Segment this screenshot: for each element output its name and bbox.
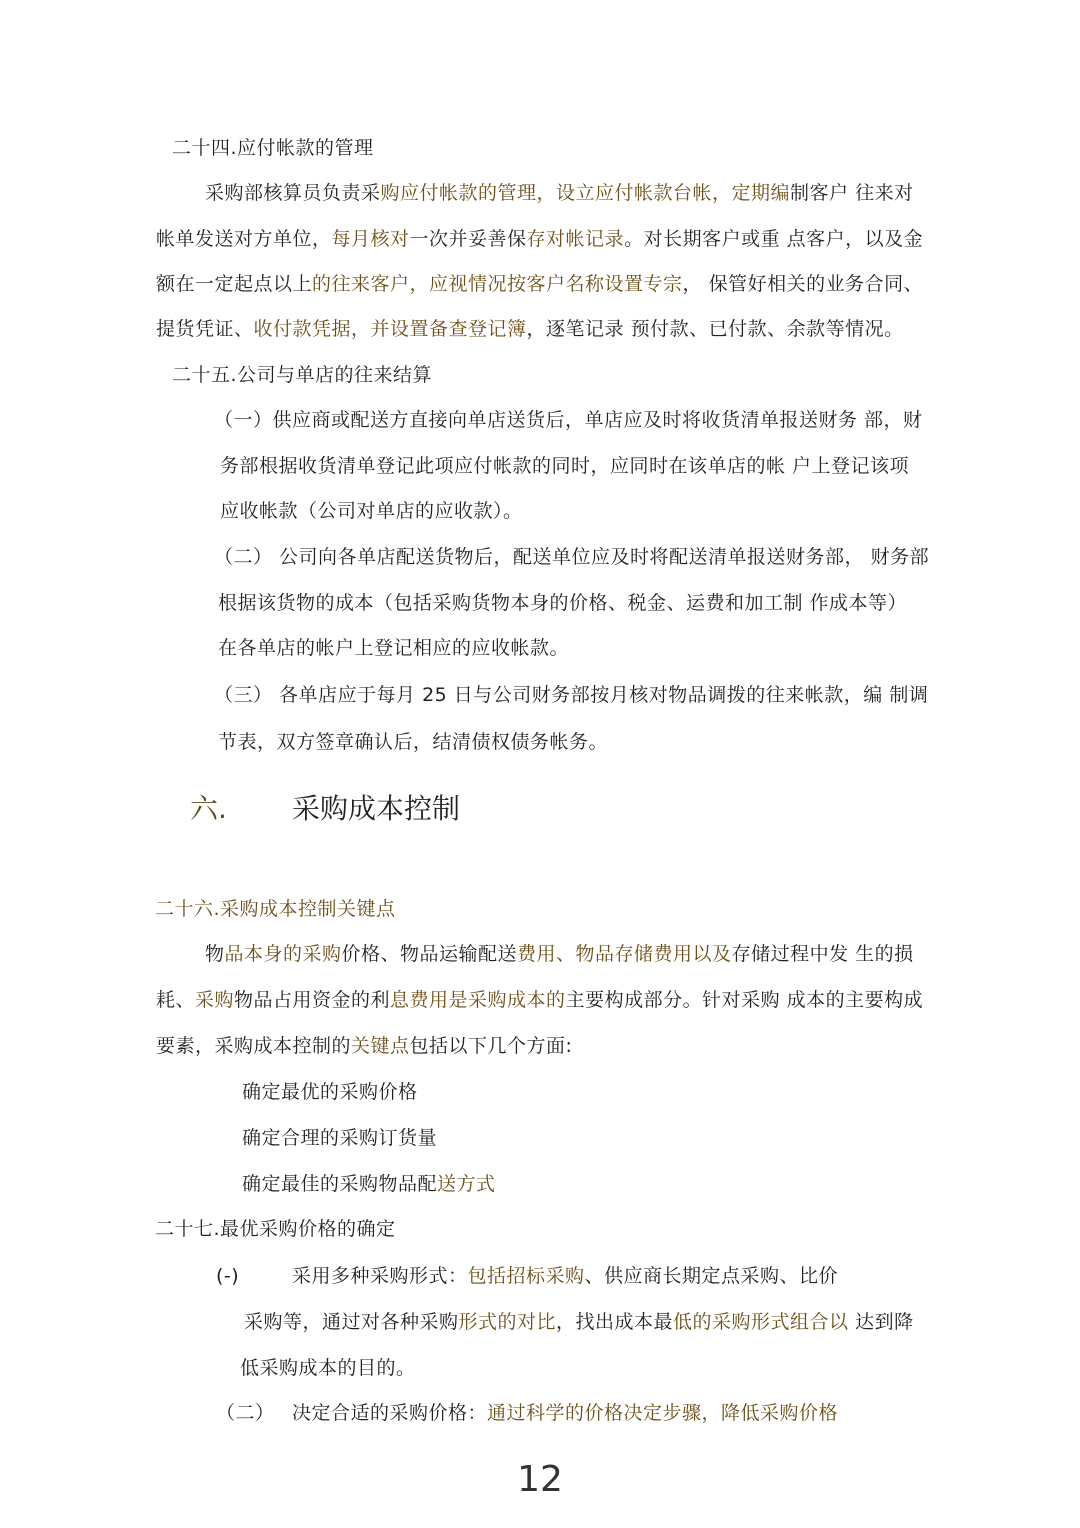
- list-item-line: 节表，双方签章确认后，结清债权债务帐务。: [218, 731, 609, 753]
- text-run-highlight: 存对帐记录: [526, 228, 625, 250]
- text-run: 提货凭证、: [156, 318, 254, 340]
- text-run: 确定最佳的采购物品配: [242, 1173, 438, 1195]
- paragraph-line: [156, 1032, 572, 1060]
- list-item-line: （三） 各单店应于每月 25 日与公司财务部按月核对物品调拨的往来帐款，编 制调: [214, 684, 929, 706]
- paragraph-line: [205, 940, 914, 968]
- list-item-label: (-): [216, 1265, 240, 1287]
- text-run: 采购部核算员负责采: [205, 182, 381, 204]
- text-run-highlight: 形式的对比: [458, 1311, 557, 1333]
- text-run-highlight: 通过科学的价格决定步骤，降低采购价格: [487, 1402, 839, 1424]
- text-run: 制客户 往来对: [790, 182, 914, 204]
- chapter-number: 六.: [190, 792, 227, 825]
- list-item-line: （二） 公司向各单店配送货物后，配送单位应及时将配送清单报送财务部， 财务部: [214, 546, 930, 568]
- list-item-line: 在各单店的帐户上登记相应的应收帐款。: [218, 637, 570, 659]
- text-run: 包括以下几个方面:: [409, 1035, 573, 1057]
- list-item: 确定合理的采购订货量: [242, 1127, 438, 1149]
- text-run: 、供应商长期定点采购、比价: [584, 1265, 839, 1287]
- text-run: 帐单发送对方单位，: [156, 228, 332, 250]
- text-run-highlight: 息费用是采购成本的: [390, 989, 566, 1011]
- paragraph-line: [156, 225, 923, 253]
- text-run: 物品占用资金的利: [234, 989, 391, 1011]
- text-run-highlight: 关键点: [351, 1035, 410, 1057]
- chapter-title: 采购成本控制: [292, 792, 461, 825]
- list-item-line: 应收帐款（公司对单店的应收款）。: [220, 500, 523, 522]
- text-run: 存储过程中发 生的损: [731, 943, 914, 965]
- text-run: ， 保管好相关的业务合同、: [682, 273, 924, 295]
- text-run-highlight: 购应付帐款的管理，设立应付帐款台帐，定期编: [380, 182, 791, 204]
- text-run: 额在一定起点以上: [156, 273, 313, 295]
- text-run-highlight: 收付款凭据，并设置备查登记簿: [253, 318, 527, 340]
- text-run: 物: [205, 943, 225, 965]
- section-26-heading: 二十六.采购成本控制关键点: [155, 898, 396, 920]
- text-run: ，找出成本最: [556, 1311, 674, 1333]
- list-item-line: [244, 1308, 914, 1336]
- paragraph-line: [156, 986, 923, 1014]
- page-number: 12: [517, 1459, 563, 1500]
- text-run-highlight: 的往来客户，应视情况按客户名称设置专宗: [312, 273, 683, 295]
- text-run-highlight: 低的采购形式组合以: [673, 1311, 849, 1333]
- list-item-label: （二）: [216, 1402, 275, 1424]
- paragraph-line: [156, 270, 923, 298]
- text-run: 采购等，通过对各种采购: [244, 1311, 459, 1333]
- text-run-highlight: 包括招标采购: [467, 1265, 585, 1287]
- text-run-highlight: 送方式: [437, 1173, 496, 1195]
- text-run: 。对长期客户或重 点客户，以及金: [624, 228, 924, 250]
- section-25-heading: 二十五.公司与单店的往来结算: [172, 364, 433, 386]
- text-run: 一次并妥善保: [409, 228, 527, 250]
- text-run-highlight: 费用、物品存储费用以及: [517, 943, 732, 965]
- text-run: 主要构成部分。针对采购 成本的主要构成: [565, 989, 924, 1011]
- list-item-line: 务部根据收货清单登记此项应付帐款的同时，应同时在该单店的帐 户上登记该项: [220, 455, 910, 477]
- text-run: 要素，采购成本控制的: [156, 1035, 352, 1057]
- text-run: 价格、物品运输配送: [341, 943, 518, 965]
- text-run-highlight: 每月核对: [331, 228, 410, 250]
- paragraph-line: [156, 315, 904, 343]
- list-item-line: 根据该货物的成本（包括采购货物本身的价格、税金、运费和加工制 作成本等）: [218, 592, 908, 614]
- chapter-heading: [190, 791, 227, 827]
- list-item: 确定最优的采购价格: [242, 1081, 418, 1103]
- text-run: 耗、: [156, 989, 196, 1011]
- section-24-heading: 二十四.应付帐款的管理: [172, 137, 374, 159]
- text-run: 采用多种采购形式：: [292, 1265, 468, 1287]
- list-item-line: [292, 1399, 838, 1427]
- text-run: 决定合适的采购价格：: [292, 1402, 488, 1424]
- text-run: ，逐笔记录 预付款、已付款、余款等情况。: [526, 318, 904, 340]
- list-item-line: [292, 1262, 838, 1290]
- text-run-highlight: 品本身的采购: [224, 943, 342, 965]
- section-27-heading: 二十七.最优采购价格的确定: [155, 1218, 396, 1240]
- text-run: 达到降: [848, 1311, 914, 1333]
- list-item-line: （一）供应商或配送方直接向单店送货后，单店应及时将收货清单报送财务 部，财: [214, 409, 923, 431]
- text-run-highlight: 采购: [195, 989, 235, 1011]
- list-item-line: 低采购成本的目的。: [240, 1357, 416, 1379]
- paragraph-line: [205, 179, 914, 207]
- list-item: [242, 1170, 496, 1198]
